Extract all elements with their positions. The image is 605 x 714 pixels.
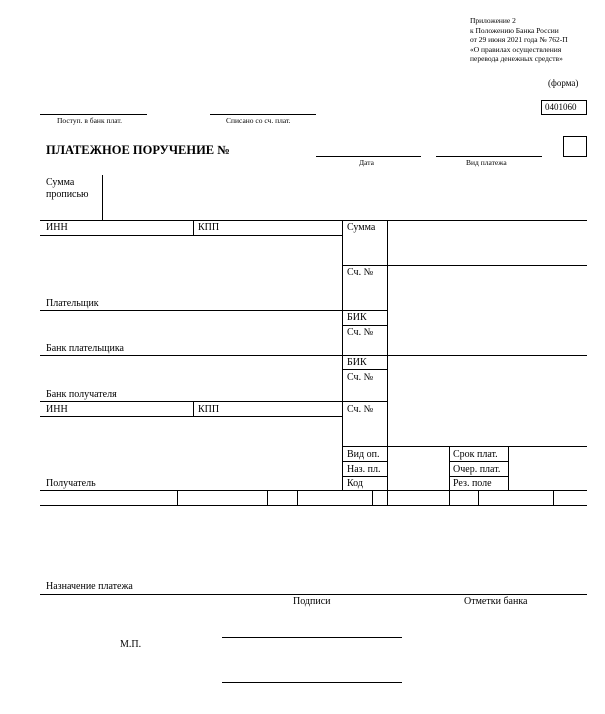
rule-term-bottom	[449, 461, 508, 462]
received-date-line[interactable]	[40, 114, 147, 115]
term-column-right	[508, 446, 509, 490]
debited-label: Списано со сч. плат.	[226, 116, 291, 125]
purpose-code-label: Наз. пл.	[347, 464, 381, 475]
payer-bank-label: Банк плательщика	[46, 343, 124, 354]
term-column-left	[449, 446, 450, 505]
payer-kpp-label: КПП	[198, 222, 220, 233]
appendix-line-5: перевода денежных средств»	[470, 54, 563, 63]
date-field[interactable]	[316, 156, 421, 157]
signature-line-2[interactable]	[222, 682, 402, 683]
codes-divider-3	[297, 490, 298, 505]
purpose-field[interactable]	[40, 506, 587, 580]
payment-type-field[interactable]	[436, 156, 542, 157]
payer-bik-label: БИК	[347, 312, 367, 323]
status-code-box[interactable]	[563, 136, 587, 157]
rule-order-bottom	[449, 476, 508, 477]
rule-payer-bottom	[40, 310, 387, 311]
form-code-box	[541, 100, 587, 115]
reserve-label: Рез. поле	[453, 478, 492, 489]
appendix-line-4: «О правилах осуществления	[470, 45, 562, 54]
codes-divider-4	[372, 490, 373, 505]
rule-payer-bik-bottom	[342, 325, 387, 326]
payee-inn-label: ИНН	[46, 404, 68, 415]
order-label: Очер. плат.	[453, 464, 501, 475]
appendix-line-3: от 29 июня 2021 года № 762-П	[470, 35, 568, 44]
form-code: 0401060	[545, 102, 577, 112]
amount-words-label-1: Сумма	[46, 177, 75, 188]
payee-kpp-label: КПП	[198, 404, 220, 415]
received-label: Поступ. в банк плат.	[57, 116, 122, 125]
op-type-label: Вид оп.	[347, 449, 380, 460]
code-label: Код	[347, 478, 363, 489]
value-column-divider	[387, 220, 388, 505]
codes-divider-2	[267, 490, 268, 505]
rule-amount-bottom	[342, 265, 587, 266]
amount-words-field[interactable]	[103, 175, 587, 220]
payer-account-label: Сч. №	[347, 267, 374, 278]
rule-payee-bottom	[40, 490, 587, 491]
main-column-divider	[342, 220, 343, 490]
payer-inn-label: ИНН	[46, 222, 68, 233]
rule-payer-bank-bottom	[40, 355, 587, 356]
rule-payee-bank-bottom	[40, 401, 387, 402]
appendix-line-2: к Положению Банка России	[470, 26, 559, 35]
term-label: Срок плат.	[453, 449, 498, 460]
rule-amount-words-bottom	[40, 220, 587, 221]
codes-divider-6	[553, 490, 554, 505]
purpose-label: Назначение платежа	[46, 581, 133, 592]
payment-type-label: Вид платежа	[466, 158, 507, 167]
appendix-line-1: Приложение 2	[470, 16, 516, 25]
payee-bik-label: БИК	[347, 357, 367, 368]
date-label: Дата	[359, 158, 374, 167]
payer-label: Плательщик	[46, 298, 99, 309]
payee-label: Получатель	[46, 478, 96, 489]
codes-divider-1	[177, 490, 178, 505]
rule-purpose-code-bottom	[342, 476, 387, 477]
payee-bank-label: Банк получателя	[46, 389, 117, 400]
signatures-label: Подписи	[293, 596, 331, 607]
rule-payee-inn-bottom	[40, 416, 342, 417]
payee-bank-account-label: Сч. №	[347, 372, 374, 383]
rule-op-type-bottom	[342, 461, 387, 462]
debited-date-line[interactable]	[210, 114, 316, 115]
payee-inn-kpp-divider	[193, 401, 194, 416]
payer-inn-kpp-divider	[193, 220, 194, 235]
purpose-bottom-rule	[40, 594, 587, 595]
amount-label: Сумма	[347, 222, 376, 233]
codes-divider-5	[478, 490, 479, 505]
rule-payer-inn-bottom	[40, 235, 342, 236]
form-label: (форма)	[548, 78, 579, 88]
stamp-label: М.П.	[120, 639, 142, 650]
payee-account-label: Сч. №	[347, 404, 374, 415]
signature-line-1[interactable]	[222, 637, 402, 638]
payer-bank-account-label: Сч. №	[347, 327, 374, 338]
page-title: ПЛАТЕЖНОЕ ПОРУЧЕНИЕ №	[46, 143, 230, 157]
amount-words-label-2: прописью	[46, 189, 89, 200]
bank-marks-label: Отметки банка	[464, 596, 528, 607]
rule-payee-bik-bottom	[342, 369, 387, 370]
rule-payee-account-bottom	[342, 446, 587, 447]
